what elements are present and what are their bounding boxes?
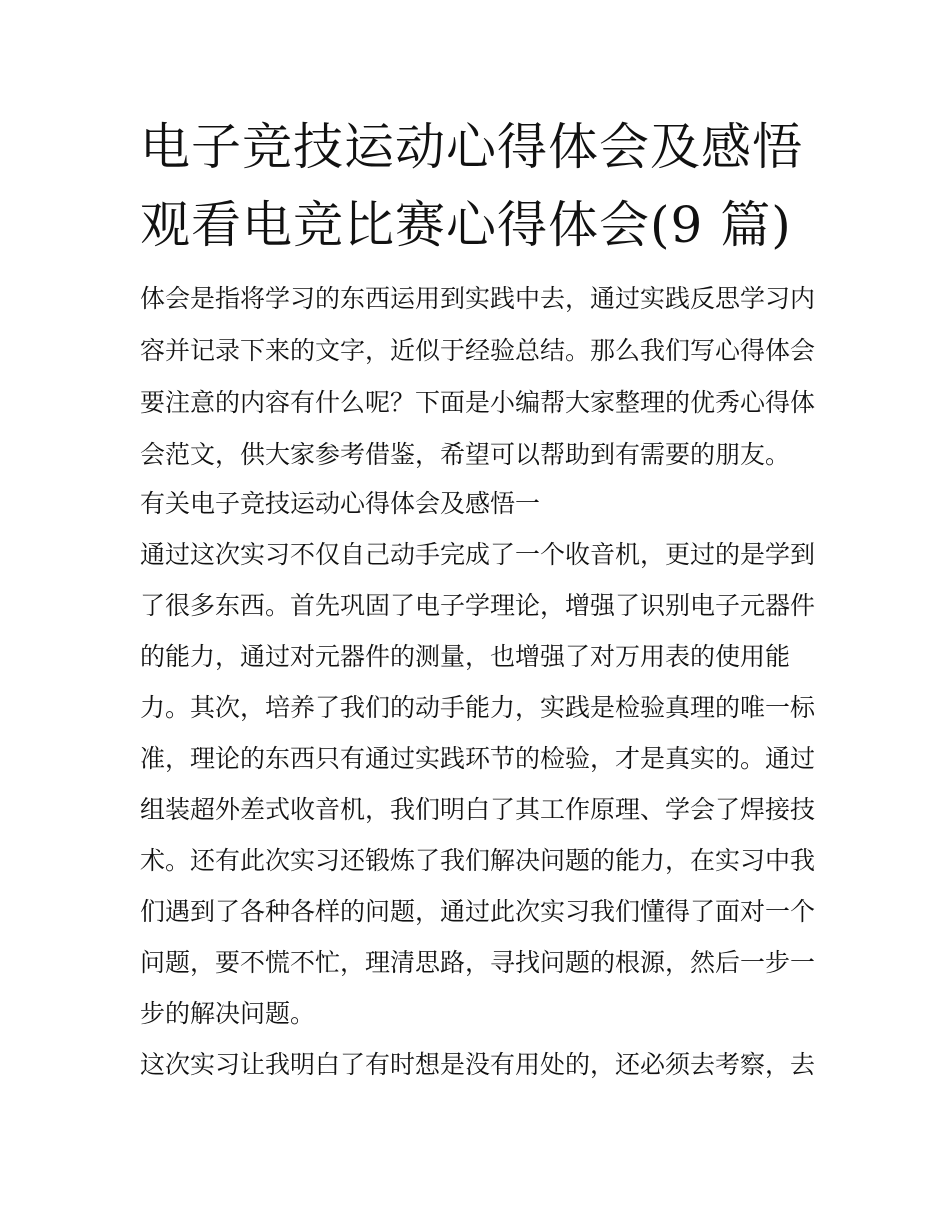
body-line-5: 准，理论的东西只有通过实践环节的检验，才是真实的。通过 [140,744,816,773]
document-title-line-2: 观看电竞比赛心得体会(9 篇) [140,196,792,254]
body-line-10: 步的解决问题。 [140,999,316,1028]
intro-line-2: 容并记录下来的文字，近似于经验总结。那么我们写心得体会 [140,336,816,365]
body-line-11: 这次实习让我明白了有时想是没有用处的，还必须去考察，去 [140,1050,816,1079]
section-heading: 有关电子竞技运动心得体会及感悟一 [140,489,541,518]
body-line-1: 通过这次实习不仅自己动手完成了一个收音机，更过的是学到 [140,540,816,569]
body-line-4: 力。其次，培养了我们的动手能力，实践是检验真理的唯一标 [140,693,816,722]
body-line-6: 组装超外差式收音机，我们明白了其工作原理、学会了焊接技 [140,795,816,824]
body-line-9: 问题，要不慌不忙，理清思路，寻找问题的根源，然后一步一 [140,948,816,977]
body-line-7: 术。还有此次实习还锻炼了我们解决问题的能力，在实习中我 [140,846,816,875]
intro-line-1: 体会是指将学习的东西运用到实践中去，通过实践反思学习内 [140,284,816,313]
document-title-line-1: 电子竞技运动心得体会及感悟 [140,118,803,176]
body-line-3: 的能力，通过对元器件的测量，也增强了对万用表的使用能 [140,642,791,671]
intro-line-4: 会范文，供大家参考借鉴，希望可以帮助到有需要的朋友。 [140,440,791,469]
intro-line-3: 要注意的内容有什么呢？下面是小编帮大家整理的优秀心得体 [140,388,816,417]
body-line-2: 了很多东西。首先巩固了电子学理论，增强了识别电子元器件 [140,591,816,620]
body-line-8: 们遇到了各种各样的问题，通过此次实习我们懂得了面对一个 [140,897,816,926]
